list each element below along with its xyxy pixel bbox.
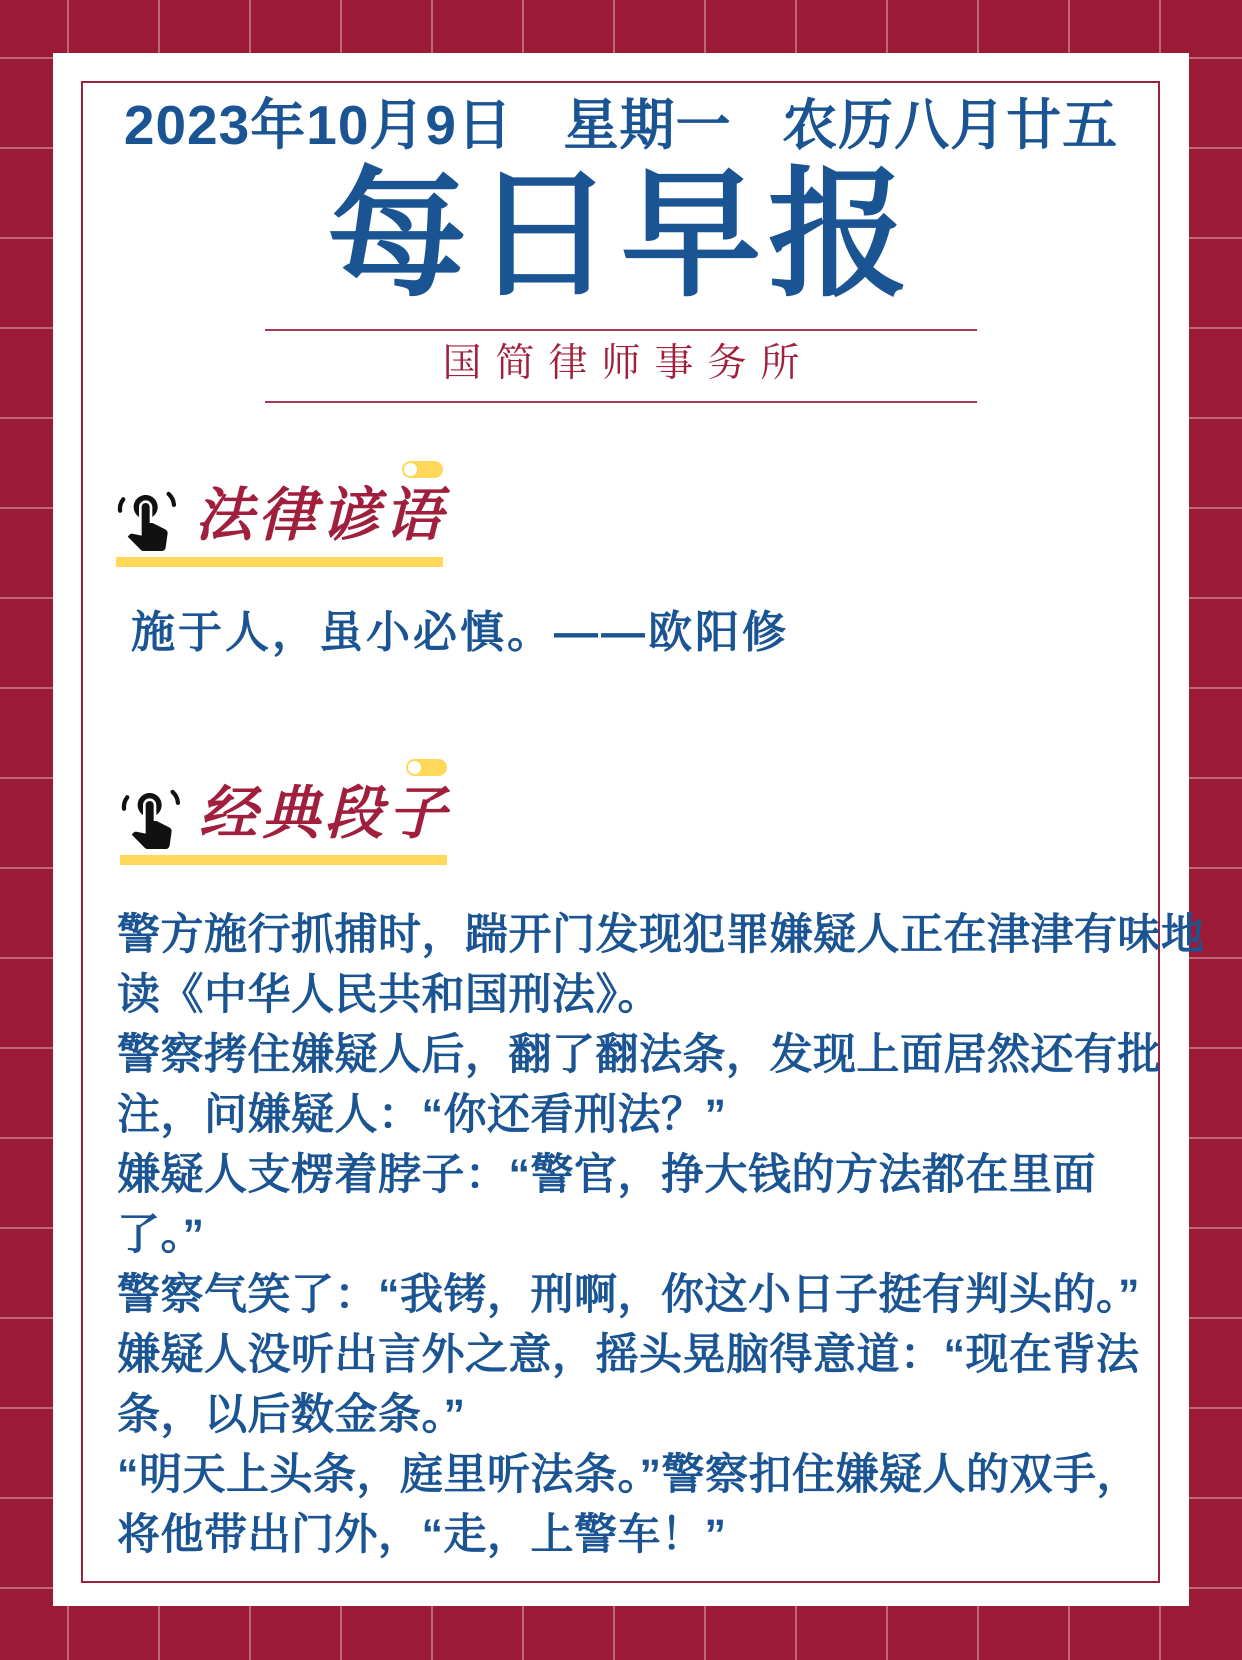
page-title: 每日早报 — [326, 156, 915, 313]
tap-icon — [119, 783, 183, 851]
joke-line: 嫌疑人没听出言外之意，摇头晃脑得意道：“现在背法 — [117, 1331, 1140, 1379]
toggle-knob — [408, 761, 421, 774]
proverb-text: 施于人，虽小必慎。——欧阳修 — [131, 608, 789, 657]
joke-line: 嫌疑人支楞着脖子：“警官，挣大钱的方法都在里面 — [117, 1151, 1096, 1199]
joke-line: 警察拷住嫌疑人后，翻了翻法条，发现上面居然还有批 — [117, 1031, 1161, 1079]
card — [53, 53, 1205, 1606]
joke-line: “明天上头条，庭里听法条。”警察扣住嫌疑人的双手， — [117, 1451, 1140, 1499]
divider-top — [265, 329, 977, 331]
joke-text — [117, 905, 1205, 1565]
joke-line: 将他带出门外，“走，上警车！” — [117, 1511, 727, 1559]
toggle-switch-icon — [406, 759, 447, 776]
section-header-proverb — [115, 461, 545, 573]
joke-line: 警察气笑了：“我铐，刑啊，你这小日子挺有判头的。” — [117, 1271, 1140, 1319]
toggle-knob — [404, 463, 417, 476]
joke-line: 条，以后数金条。” — [117, 1391, 466, 1439]
joke-line: 注，问嫌疑人：“你还看刑法？” — [117, 1091, 727, 1139]
tap-icon — [115, 485, 179, 553]
divider-bottom — [265, 401, 977, 403]
toggle-switch-icon — [402, 461, 443, 478]
subtitle-law-firm: 国简律师事务所 — [442, 342, 814, 385]
joke-line: 读《中华人民共和国刑法》。 — [117, 971, 661, 1019]
date-line: 2023年10月9日 星期一 农历八月廿五 — [123, 94, 1119, 156]
section-header-joke — [119, 759, 549, 871]
yellow-underline — [120, 855, 447, 865]
section-title-joke: 经典段子 — [199, 781, 452, 846]
yellow-underline — [116, 557, 443, 567]
section-title-proverb: 法律谚语 — [195, 483, 448, 548]
joke-line: 警方施行抓捕时，踹开门发现犯罪嫌疑人正在津津有味地 — [117, 911, 1205, 959]
joke-line: 了。” — [117, 1211, 205, 1259]
